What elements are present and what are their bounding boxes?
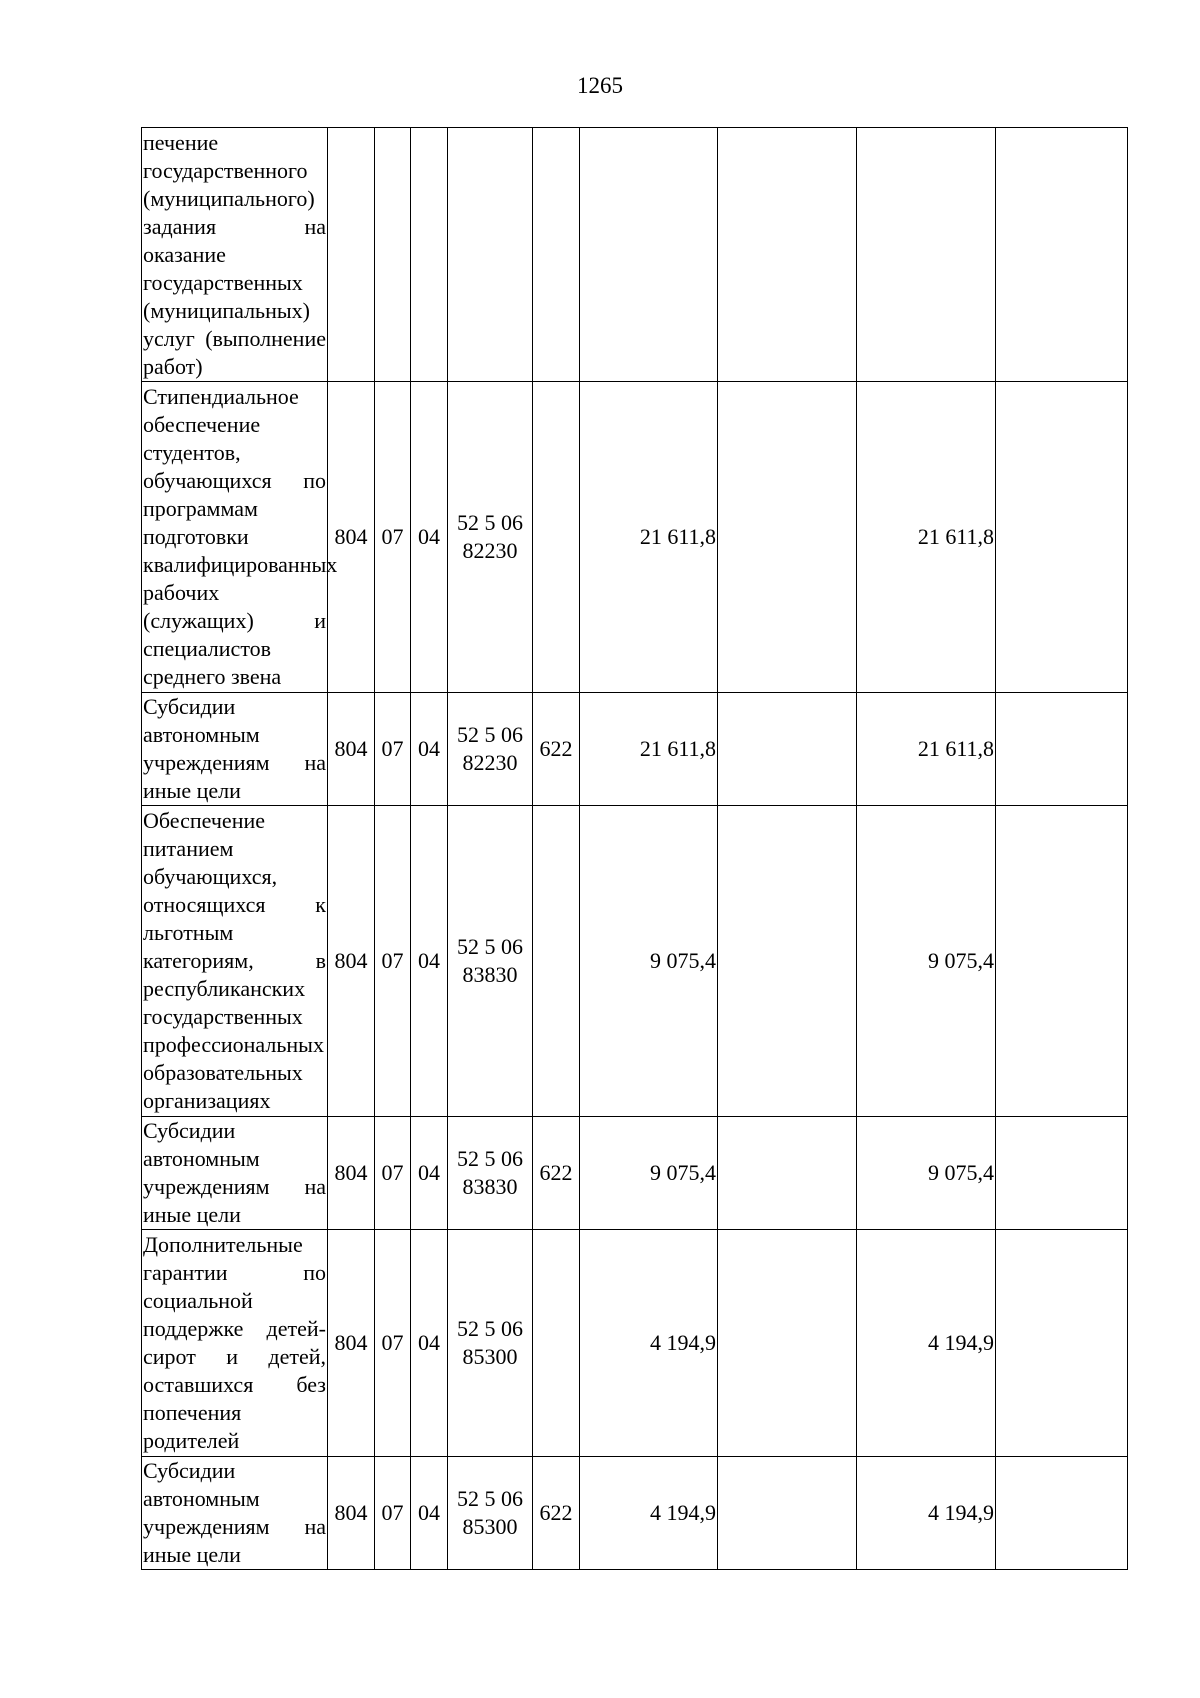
target-code: 52 5 06 82230 xyxy=(448,693,533,806)
amount-cell-2 xyxy=(718,1117,857,1230)
amount-cell-4 xyxy=(996,382,1128,693)
table-row xyxy=(142,1457,1128,1570)
table-row xyxy=(142,1230,1128,1457)
subsection-code: 04 xyxy=(411,1457,448,1570)
amount-cell-2 xyxy=(718,128,857,382)
table-row xyxy=(142,128,1128,382)
row-name: Субсидии автономным учреждениям на иные цели xyxy=(142,1117,328,1230)
target-code: 52 5 06 85300 xyxy=(448,1230,533,1457)
expense-type-code xyxy=(533,806,580,1117)
expense-type-code xyxy=(533,382,580,693)
target-code: 52 5 06 83830 xyxy=(448,1117,533,1230)
amount-cell: 4 194,9 xyxy=(580,1457,718,1570)
budget-table xyxy=(141,127,1128,1570)
amount-cell: 21 611,8 xyxy=(580,693,718,806)
amount-cell: 21 611,8 xyxy=(580,382,718,693)
row-name: Дополнительные гарантии по социальной поддержке детей-сирот и детей, оставшихся без попечения родителей xyxy=(142,1230,328,1457)
amount-cell-4 xyxy=(996,1117,1128,1230)
section-code: 07 xyxy=(375,1117,411,1230)
section-code: 07 xyxy=(375,806,411,1117)
row-name: Стипендиальное обеспечение студентов, обучающихся по программам подготовки квалифицированных рабочих (служащих) и специалистов среднего звена xyxy=(142,382,328,693)
ministry-code: 804 xyxy=(328,1230,375,1457)
target-code xyxy=(448,128,533,382)
ministry-code: 804 xyxy=(328,382,375,693)
section-code: 07 xyxy=(375,382,411,693)
expense-type-code: 622 xyxy=(533,1117,580,1230)
expense-type-code xyxy=(533,128,580,382)
section-code xyxy=(375,128,411,382)
amount-cell-3: 4 194,9 xyxy=(857,1230,996,1457)
amount-cell-2 xyxy=(718,806,857,1117)
ministry-code xyxy=(328,128,375,382)
target-code: 52 5 06 82230 xyxy=(448,382,533,693)
row-name: Субсидии автономным учреждениям на иные цели xyxy=(142,1457,328,1570)
expense-type-code: 622 xyxy=(533,1457,580,1570)
subsection-code: 04 xyxy=(411,382,448,693)
ministry-code: 804 xyxy=(328,1117,375,1230)
section-code: 07 xyxy=(375,1457,411,1570)
table-row xyxy=(142,1117,1128,1230)
amount-cell-3 xyxy=(857,128,996,382)
amount-cell-2 xyxy=(718,1230,857,1457)
target-code: 52 5 06 83830 xyxy=(448,806,533,1117)
amount-cell-4 xyxy=(996,1230,1128,1457)
amount-cell: 9 075,4 xyxy=(580,806,718,1117)
amount-cell-2 xyxy=(718,693,857,806)
amount-cell-3: 4 194,9 xyxy=(857,1457,996,1570)
ministry-code: 804 xyxy=(328,693,375,806)
target-code: 52 5 06 85300 xyxy=(448,1457,533,1570)
amount-cell-3: 21 611,8 xyxy=(857,382,996,693)
subsection-code xyxy=(411,128,448,382)
ministry-code: 804 xyxy=(328,1457,375,1570)
amount-cell xyxy=(580,128,718,382)
table-row xyxy=(142,693,1128,806)
row-name: печение государственного (муниципального) задания на оказание государственных (муниципальных) услуг (выполнение работ) xyxy=(142,128,328,382)
amount-cell-4 xyxy=(996,806,1128,1117)
table-row xyxy=(142,806,1128,1117)
amount-cell: 9 075,4 xyxy=(580,1117,718,1230)
expense-type-code xyxy=(533,1230,580,1457)
amount-cell-4 xyxy=(996,1457,1128,1570)
ministry-code: 804 xyxy=(328,806,375,1117)
amount-cell-2 xyxy=(718,1457,857,1570)
section-code: 07 xyxy=(375,1230,411,1457)
row-name: Обеспечение питанием обучающихся, относящихся к льготным категориям, в республиканских государственных профессиональных образовательных организациях xyxy=(142,806,328,1117)
subsection-code: 04 xyxy=(411,1230,448,1457)
amount-cell: 4 194,9 xyxy=(580,1230,718,1457)
subsection-code: 04 xyxy=(411,1117,448,1230)
page-number: 1265 xyxy=(577,73,623,98)
subsection-code: 04 xyxy=(411,693,448,806)
amount-cell-3: 21 611,8 xyxy=(857,693,996,806)
amount-cell-4 xyxy=(996,693,1128,806)
expense-type-code: 622 xyxy=(533,693,580,806)
subsection-code: 04 xyxy=(411,806,448,1117)
amount-cell-4 xyxy=(996,128,1128,382)
table-row xyxy=(142,382,1128,693)
amount-cell-2 xyxy=(718,382,857,693)
section-code: 07 xyxy=(375,693,411,806)
row-name: Субсидии автономным учреждениям на иные цели xyxy=(142,693,328,806)
amount-cell-3: 9 075,4 xyxy=(857,1117,996,1230)
amount-cell-3: 9 075,4 xyxy=(857,806,996,1117)
